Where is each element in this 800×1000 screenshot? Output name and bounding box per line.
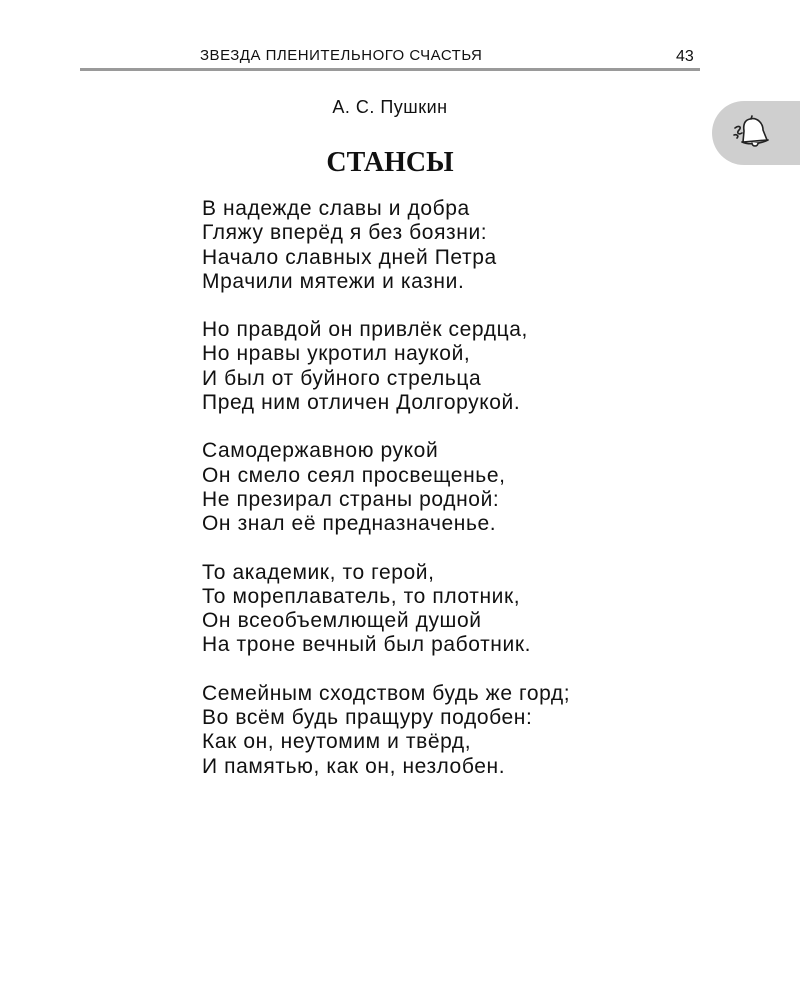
poem-line: То мореплаватель, то плотник, — [202, 584, 521, 608]
poem-line: Пред ним отличен Долгорукой. — [202, 391, 521, 415]
poem-line: Гляжу вперёд я без боязни: — [202, 221, 488, 245]
poem-line: Но правдой он привлёк сердца, — [202, 318, 528, 342]
stanza — [202, 561, 762, 658]
page-number: 43 — [676, 48, 694, 65]
running-title: ЗВЕЗДА ПЛЕНИТЕЛЬНОГО СЧАСТЬЯ — [200, 47, 483, 64]
poem-body — [202, 197, 762, 803]
poem-line: Но нравы укротил наукой, — [202, 342, 471, 366]
poem-line: Во всём будь пращуру подобен: — [202, 706, 533, 730]
poem-line: Он всеобъемлющей душой — [202, 609, 482, 633]
poem-line: Мрачили мятежи и казни. — [202, 269, 465, 293]
stanza — [202, 439, 762, 536]
author-name: А. С. Пушкин — [332, 97, 448, 117]
poem-line: Он смело сеял просвещенье, — [202, 463, 506, 487]
poem-line: Самодержавною рукой — [202, 439, 439, 463]
stanza — [202, 318, 762, 415]
header-rule — [80, 68, 700, 71]
poem-line: И был от буйного стрельца — [202, 366, 482, 390]
stanza — [202, 197, 762, 294]
poem-line: Семейным сходством будь же горд; — [202, 681, 571, 705]
poem-line: На троне вечный был работник. — [202, 633, 532, 657]
poem-line: Не презирал страны родной: — [202, 487, 500, 511]
stanza — [202, 682, 762, 779]
poem-line: Как он, неутомим и твёрд, — [202, 730, 472, 754]
poem-line: В надежде славы и добра — [202, 197, 470, 220]
running-header — [0, 0, 800, 80]
poem-line: То академик, то герой, — [202, 560, 435, 584]
poem-line: Он знал её предназначенье. — [202, 512, 497, 536]
poem-line: И памятью, как он, незлобен. — [202, 754, 506, 778]
poem-title: СТАНСЫ — [326, 147, 454, 178]
poem-line: Начало славных дней Петра — [202, 245, 497, 269]
